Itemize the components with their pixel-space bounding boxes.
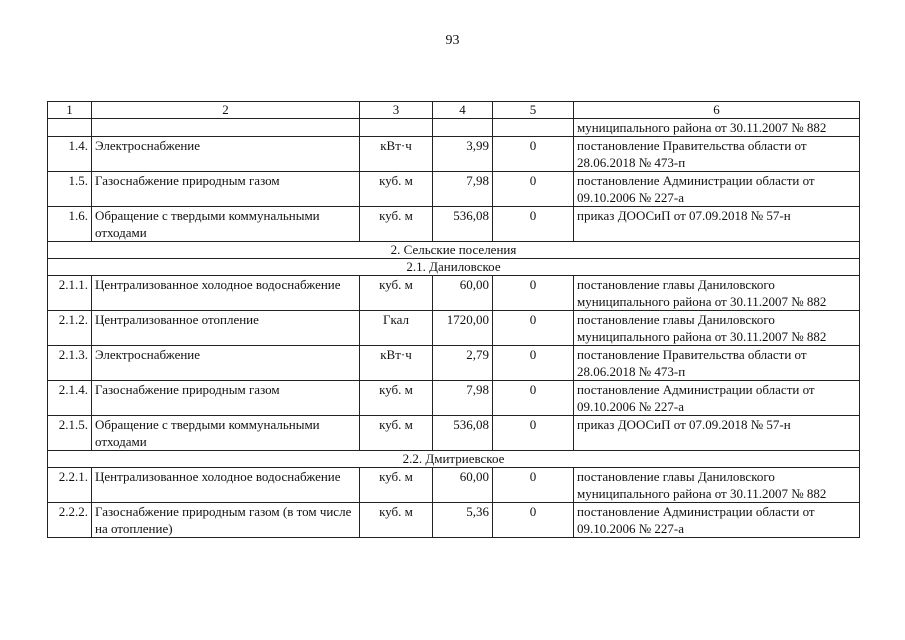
table-row [48,137,860,172]
unit: куб. м [360,207,433,242]
subsection-heading: 2.2. Дмитриевское [48,451,860,468]
row-number: 2.2.1. [48,468,92,503]
row-number: 2.1.5. [48,416,92,451]
section-heading-row [48,242,860,259]
column-number-row [48,102,860,119]
norm: 0 [493,172,574,207]
column-header: 3 [360,102,433,119]
service-name: Газоснабжение природным газом (в том числе на отопление) [92,503,360,538]
legal-document: муниципального района от 30.11.2007 № 882 [574,119,860,137]
table-row [48,503,860,538]
row-number: 1.4. [48,137,92,172]
unit: куб. м [360,503,433,538]
unit: куб. м [360,276,433,311]
service-name: Электроснабжение [92,137,360,172]
legal-document: постановление Администрации области от 09.10.2006 № 227-а [574,503,860,538]
service-name: Обращение с твердыми коммунальными отходами [92,416,360,451]
legal-document: постановление Правительства области от 28.06.2018 № 473-п [574,346,860,381]
subsection-heading-row [48,259,860,276]
legal-document: приказ ДООСиП от 07.09.2018 № 57-н [574,416,860,451]
row-number: 2.1.3. [48,346,92,381]
section-heading: 2. Сельские поселения [48,242,860,259]
row-number: 2.2.2. [48,503,92,538]
table-row [48,416,860,451]
row-number: 1.6. [48,207,92,242]
page-number: 93 [445,33,460,48]
legal-document: постановление Администрации области от 09.10.2006 № 227-а [574,381,860,416]
unit [360,119,433,137]
norm: 0 [493,311,574,346]
unit: куб. м [360,381,433,416]
value: 2,79 [433,346,493,381]
norm: 0 [493,346,574,381]
norm: 0 [493,276,574,311]
table-row [48,276,860,311]
unit: куб. м [360,468,433,503]
value: 60,00 [433,468,493,503]
legal-document: постановление главы Даниловского муниципального района от 30.11.2007 № 882 [574,276,860,311]
norm: 0 [493,381,574,416]
subsection-heading-row [48,451,860,468]
legal-document: постановление Правительства области от 28.06.2018 № 473-п [574,137,860,172]
service-name [92,119,360,137]
column-header: 2 [92,102,360,119]
unit: кВт·ч [360,346,433,381]
unit: Гкал [360,311,433,346]
value [433,119,493,137]
norm: 0 [493,468,574,503]
row-number [48,119,92,137]
service-name: Газоснабжение природным газом [92,172,360,207]
table-row [48,172,860,207]
row-number: 2.1.4. [48,381,92,416]
value: 5,36 [433,503,493,538]
norm: 0 [493,503,574,538]
table-row [48,119,860,137]
table-row [48,207,860,242]
value: 60,00 [433,276,493,311]
table-row [48,468,860,503]
tariff-table [47,101,860,538]
service-name: Электроснабжение [92,346,360,381]
row-number: 1.5. [48,172,92,207]
norm: 0 [493,416,574,451]
norm: 0 [493,207,574,242]
norm [493,119,574,137]
unit: куб. м [360,172,433,207]
row-number: 2.1.1. [48,276,92,311]
value: 7,98 [433,381,493,416]
row-number: 2.1.2. [48,311,92,346]
value: 1720,00 [433,311,493,346]
column-header: 4 [433,102,493,119]
column-header: 6 [574,102,860,119]
service-name: Централизованное отопление [92,311,360,346]
norm: 0 [493,137,574,172]
service-name: Газоснабжение природным газом [92,381,360,416]
legal-document: приказ ДООСиП от 07.09.2018 № 57-н [574,207,860,242]
legal-document: постановление главы Даниловского муниципального района от 30.11.2007 № 882 [574,468,860,503]
service-name: Централизованное холодное водоснабжение [92,276,360,311]
table-row [48,346,860,381]
table-row [48,381,860,416]
service-name: Централизованное холодное водоснабжение [92,468,360,503]
unit: куб. м [360,416,433,451]
unit: кВт·ч [360,137,433,172]
value: 7,98 [433,172,493,207]
column-header: 1 [48,102,92,119]
legal-document: постановление главы Даниловского муниципального района от 30.11.2007 № 882 [574,311,860,346]
value: 536,08 [433,416,493,451]
value: 3,99 [433,137,493,172]
legal-document: постановление Администрации области от 09.10.2006 № 227-а [574,172,860,207]
value: 536,08 [433,207,493,242]
column-header: 5 [493,102,574,119]
service-name: Обращение с твердыми коммунальными отходами [92,207,360,242]
table-row [48,311,860,346]
subsection-heading: 2.1. Даниловское [48,259,860,276]
